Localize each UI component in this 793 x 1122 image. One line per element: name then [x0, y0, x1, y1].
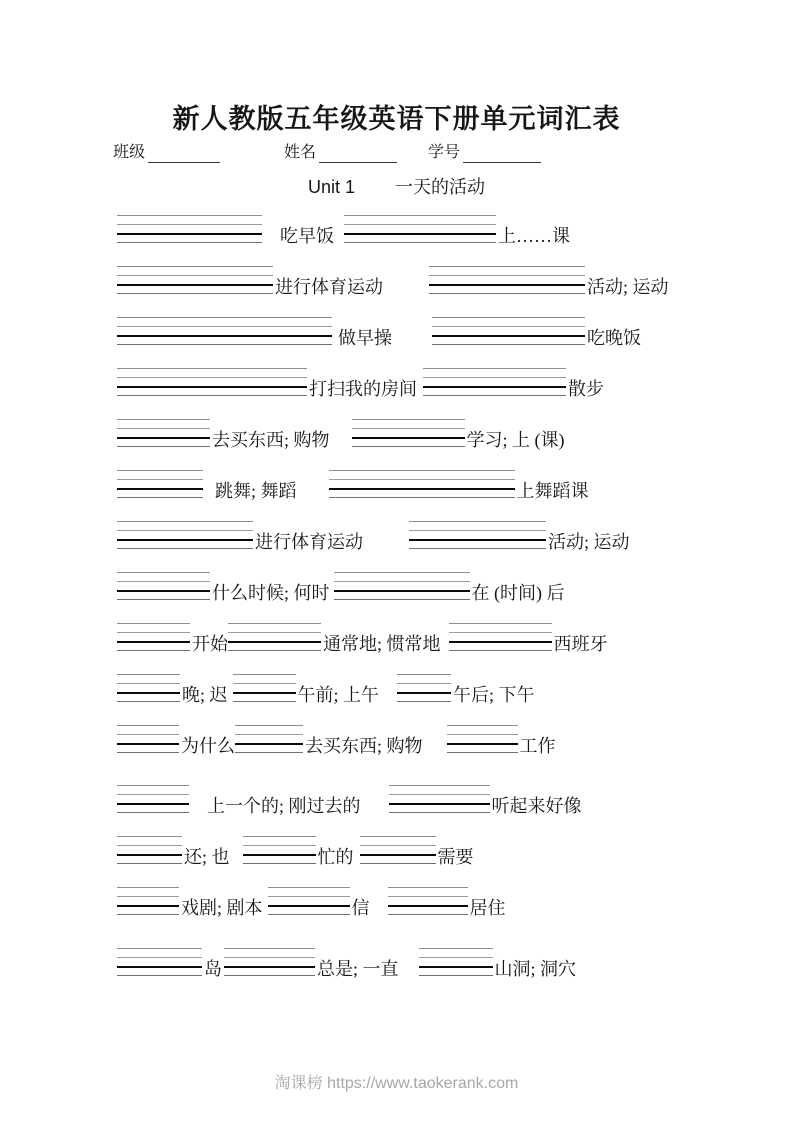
- writing-lines: [117, 419, 210, 447]
- vocab-entry: [117, 836, 230, 867]
- vocab-entry: [117, 419, 330, 450]
- vocab-entry: [449, 623, 608, 654]
- vocab-row: [117, 948, 737, 979]
- writing-lines: [117, 836, 182, 864]
- unit-topic: 一天的活动: [395, 177, 486, 197]
- vocab-entry: [117, 317, 392, 348]
- class-field: [113, 143, 220, 163]
- vocab-row: [117, 887, 737, 918]
- meaning-label: 午前; 上午: [297, 685, 380, 705]
- vocab-row: [117, 419, 737, 450]
- meaning-label: 什么时候; 何时: [212, 583, 330, 603]
- vocab-row: [117, 572, 737, 603]
- writing-lines: [235, 725, 303, 753]
- writing-lines: [117, 725, 179, 753]
- student-id-blank-line: [463, 146, 541, 163]
- meaning-label: 戏剧; 剧本: [181, 898, 263, 918]
- meaning-label: 居住: [469, 898, 506, 918]
- meaning-label: 还; 也: [184, 847, 230, 867]
- name-field-blank-line: [319, 146, 397, 163]
- vocab-entry: [388, 887, 506, 918]
- vocab-entry: [117, 215, 334, 246]
- writing-lines: [117, 317, 332, 345]
- footer-watermark: 淘课榜 https://www.taokerank.com: [274, 1075, 519, 1092]
- writing-lines: [117, 674, 180, 702]
- vocab-row: [117, 470, 737, 501]
- vocab-row: [117, 215, 737, 246]
- meaning-label: 需要: [437, 847, 474, 867]
- meaning-label: 忙的: [317, 847, 354, 867]
- meaning-label: 听起来好像: [491, 796, 582, 816]
- writing-lines: [419, 948, 493, 976]
- meaning-label: 工作: [519, 736, 556, 756]
- vocab-entry: [432, 317, 641, 348]
- vocab-entry: [389, 785, 582, 816]
- writing-lines: [329, 470, 515, 498]
- writing-lines: [352, 419, 465, 447]
- vocab-row: [117, 725, 737, 756]
- meaning-label: 活动; 运动: [548, 532, 630, 552]
- vocab-row: [117, 674, 737, 705]
- meaning-label: 上一个的; 刚过去的: [207, 796, 361, 816]
- meaning-label: 吃早饭: [280, 226, 334, 246]
- meaning-label: 上……课: [498, 226, 570, 246]
- student-info-fields: [113, 143, 541, 163]
- vocab-entry: [117, 368, 417, 399]
- vocab-entry: [329, 470, 589, 501]
- vocab-row: [117, 266, 737, 297]
- meaning-label: 开始: [192, 634, 228, 654]
- writing-lines: [389, 785, 490, 813]
- vocab-entry: [228, 623, 441, 654]
- vocab-entry: [243, 836, 354, 867]
- vocab-entry: [344, 215, 570, 246]
- writing-lines: [388, 887, 468, 915]
- meaning-label: 去买东西; 购物: [212, 430, 330, 450]
- vocab-entry: [224, 948, 399, 979]
- vocab-entry: [268, 887, 370, 918]
- vocab-entry: [429, 266, 669, 297]
- vocab-entry: [117, 266, 383, 297]
- meaning-label: 上舞蹈课: [516, 481, 589, 501]
- writing-lines: [409, 521, 546, 549]
- writing-lines: [344, 215, 496, 243]
- student-id-field: [428, 143, 541, 163]
- writing-lines: [268, 887, 350, 915]
- meaning-label: 做早操: [338, 328, 392, 348]
- meaning-label: 信: [351, 898, 370, 918]
- vocab-entry: [117, 470, 297, 501]
- unit-number: Unit 1: [307, 177, 356, 197]
- writing-lines: [449, 623, 552, 651]
- meaning-label: 进行体育运动: [275, 277, 383, 297]
- writing-lines: [360, 836, 436, 864]
- writing-lines: [117, 470, 203, 498]
- name-field: [284, 143, 397, 163]
- vocab-entry: [117, 572, 330, 603]
- meaning-label: 为什么: [181, 736, 235, 756]
- writing-lines: [117, 266, 273, 294]
- writing-lines: [447, 725, 518, 753]
- vocab-entry: [233, 674, 380, 705]
- writing-lines: [117, 521, 253, 549]
- writing-lines: [429, 266, 585, 294]
- meaning-label: 散步: [568, 379, 604, 399]
- unit-heading: [0, 176, 793, 198]
- vocab-entry: [117, 887, 263, 918]
- writing-lines: [233, 674, 296, 702]
- writing-lines: [117, 215, 262, 243]
- meaning-label: 在 (时间) 后: [471, 583, 565, 603]
- vocab-entry: [447, 725, 556, 756]
- vocab-row: [117, 623, 737, 654]
- writing-lines: [228, 623, 321, 651]
- vocab-entry: [117, 521, 363, 552]
- vocab-entry: [423, 368, 604, 399]
- vocab-entry: [360, 836, 474, 867]
- vocab-row: [117, 368, 737, 399]
- vocab-row: [117, 317, 737, 348]
- vocab-entry: [117, 674, 228, 705]
- class-field-label: 班级: [113, 144, 146, 161]
- vocab-entry: [117, 785, 361, 816]
- writing-lines: [224, 948, 315, 976]
- meaning-label: 午后; 下午: [453, 685, 535, 705]
- writing-lines: [423, 368, 566, 396]
- writing-lines: [117, 948, 202, 976]
- meaning-label: 学习; 上 (课): [466, 430, 565, 450]
- writing-lines: [243, 836, 316, 864]
- vocab-entry: [419, 948, 577, 979]
- meaning-label: 总是; 一直: [317, 959, 399, 979]
- class-field-blank-line: [148, 146, 220, 163]
- writing-lines: [397, 674, 451, 702]
- meaning-label: 进行体育运动: [255, 532, 363, 552]
- vocab-entry: [117, 948, 222, 979]
- meaning-label: 山洞; 洞穴: [494, 959, 577, 979]
- meaning-label: 西班牙: [553, 634, 608, 654]
- writing-lines: [117, 623, 190, 651]
- page-title: 新人教版五年级英语下册单元词汇表: [172, 104, 621, 134]
- vocab-entry: [397, 674, 535, 705]
- meaning-label: 活动; 运动: [587, 277, 669, 297]
- vocab-row: [117, 836, 737, 867]
- vocab-list: [117, 215, 737, 999]
- student-id-label: 学号: [428, 144, 461, 161]
- vocab-entry: [235, 725, 423, 756]
- vocab-entry: [334, 572, 565, 603]
- meaning-label: 通常地; 惯常地: [323, 634, 441, 654]
- vocab-entry: [409, 521, 630, 552]
- vocab-row: [117, 785, 737, 816]
- writing-lines: [334, 572, 470, 600]
- writing-lines: [117, 368, 307, 396]
- meaning-label: 岛: [204, 959, 222, 979]
- vocab-entry: [117, 623, 228, 654]
- meaning-label: 吃晚饭: [587, 328, 641, 348]
- writing-lines: [117, 572, 210, 600]
- meaning-label: 晚; 迟: [182, 685, 228, 705]
- vocab-entry: [117, 725, 235, 756]
- name-field-label: 姓名: [284, 144, 317, 161]
- writing-lines: [117, 785, 189, 813]
- meaning-label: 打扫我的房间: [309, 379, 417, 399]
- vocab-entry: [352, 419, 565, 450]
- meaning-label: 跳舞; 舞蹈: [215, 481, 297, 501]
- writing-lines: [432, 317, 585, 345]
- writing-lines: [117, 887, 179, 915]
- meaning-label: 去买东西; 购物: [305, 736, 423, 756]
- vocab-row: [117, 521, 737, 552]
